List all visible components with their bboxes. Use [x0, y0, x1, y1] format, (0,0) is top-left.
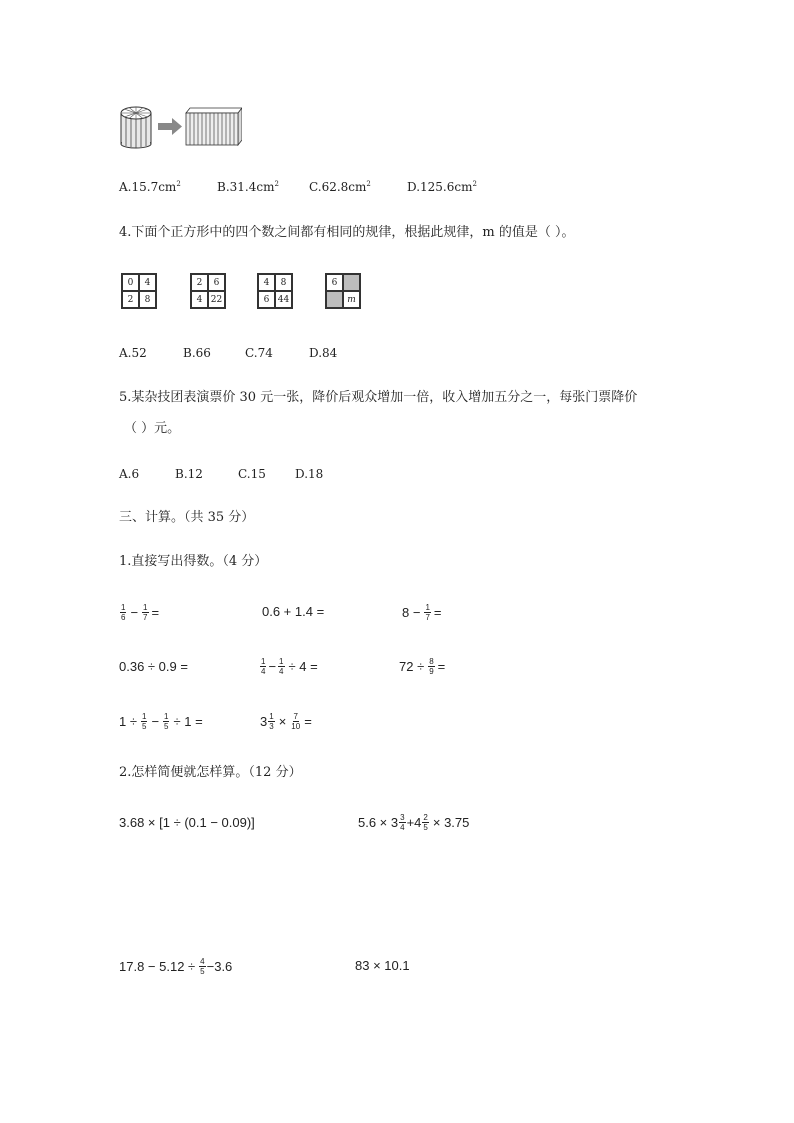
q3-option-a: $A.15.7cm^2$ [119, 180, 181, 194]
calc-r2c3: 72 ÷ $\frac{8}{9}$ = [399, 656, 446, 676]
q4-option-b: B.66 [183, 346, 211, 360]
arrow-right-icon [158, 118, 182, 135]
calc-r1c2: 0.6 + 1.4 = [262, 604, 325, 619]
section-3-title: 三、计算。（共 35 分） [119, 510, 255, 525]
simplify-e3: 17.8 − 5.12 ÷ $\frac{4}{5}$ −3.6 [119, 956, 233, 976]
q5-option-d: D.18 [295, 467, 324, 481]
cylinder-icon [121, 107, 151, 148]
calc-r3c1: 1 ÷ $\frac{1}{5}$ − $\frac{1}{5}$ ÷ 1 = [119, 711, 203, 731]
cylinder-transform-figure [118, 103, 242, 149]
simplify-e2: 5.6 × 3 $\frac{3}{4}$ +4 $\frac{2}{5}$ × 3.75 [358, 812, 470, 832]
part-2-title: 2.怎样简便就怎样算。（12 分） [119, 765, 302, 780]
q5-question-line2: （ ）元。 [124, 421, 181, 436]
q4-option-c: C.74 [245, 346, 273, 360]
square-2: 2 6 4 22 [190, 273, 226, 309]
simplify-e4: 83 × 10.1 [355, 958, 410, 973]
q3-option-b: $B.31.4cm^2$ [217, 180, 279, 194]
q3-option-c: $C.62.8cm^2$ [309, 180, 371, 194]
calc-r3c2: 3 $\frac{1}{3}$ × $\frac{7}{10}$ = [260, 711, 312, 731]
calc-r2c1: 0.36 ÷ 0.9 = [119, 659, 188, 674]
q5-option-a: A.6 [119, 467, 140, 481]
strips-block-icon [186, 108, 242, 145]
q5-option-c: C.15 [238, 467, 266, 481]
part-1-title: 1.直接写出得数。（4 分） [119, 554, 268, 569]
q4-option-a: A.52 [119, 346, 147, 360]
square-3: 4 8 6 44 [257, 273, 293, 309]
q3-option-d: $D.125.6cm^2$ [407, 180, 477, 194]
simplify-e1: 3.68 × [1 ÷ (0.1 − 0.09)] [119, 815, 255, 830]
square-1: 0 4 2 8 [121, 273, 157, 309]
q5-question-line1: 5.某杂技团表演票价 30 元一张，降价后观众增加一倍，收入增加五分之一，每张门票降价 [119, 390, 638, 405]
q4-option-d: D.84 [309, 346, 338, 360]
square-4: 6 m [325, 273, 361, 309]
calc-r1c3: 8 − $\frac{1}{7}$ = [402, 602, 442, 622]
calc-r2c2: $\frac{1}{4}$ − $\frac{1}{4}$ ÷ 4 = [261, 656, 318, 676]
q4-question: 4.下面个正方形中的四个数之间都有相同的规律，根据此规律，m 的值是（ ）。 [119, 225, 575, 240]
calc-r1c1: $\frac{1}{6}$ − $\frac{1}{7}$ = [121, 602, 160, 622]
q5-option-b: B.12 [175, 467, 203, 481]
